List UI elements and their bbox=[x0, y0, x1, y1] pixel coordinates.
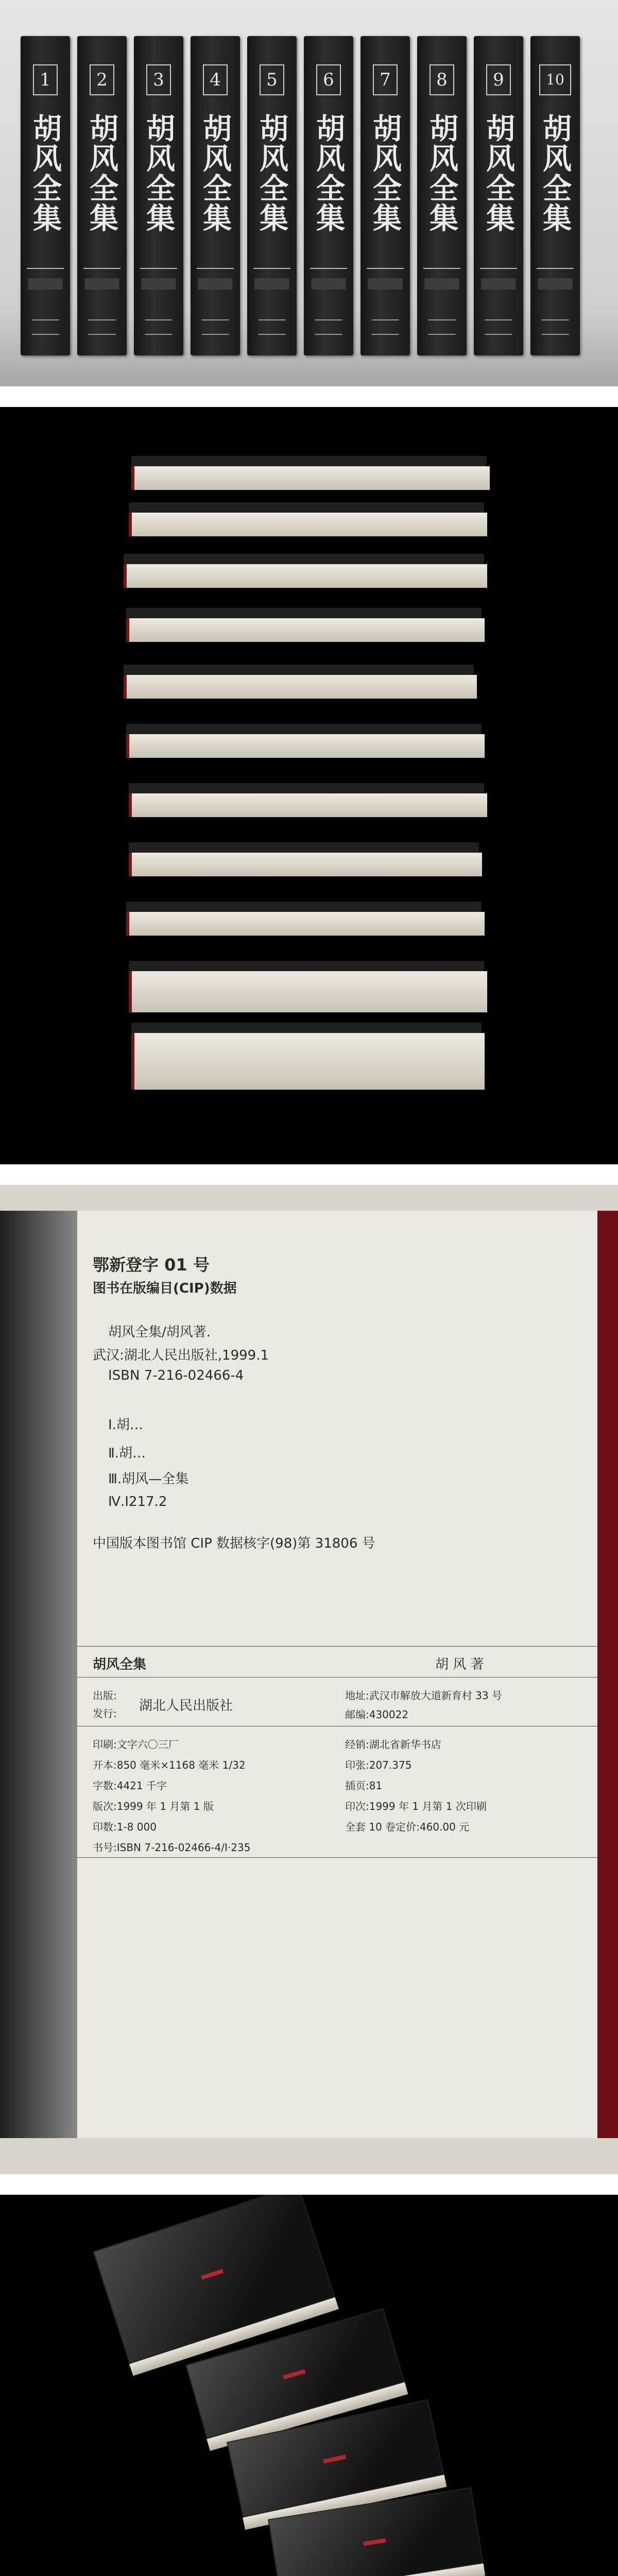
spine-rule bbox=[83, 268, 121, 269]
cip-line: 胡风全集/胡风著. bbox=[108, 1325, 211, 1340]
spine-title: 胡风全集 bbox=[142, 113, 176, 233]
author: 胡 风 著 bbox=[435, 1657, 484, 1672]
spine-rule bbox=[253, 268, 291, 269]
book-spine bbox=[417, 36, 467, 355]
print-info: 印刷:文字六〇三厂 bbox=[93, 1738, 179, 1751]
cip-record: 中国版本图书馆 CIP 数据核字(98)第 31806 号 bbox=[93, 1536, 375, 1551]
print-info: 印数:1-8 000 bbox=[93, 1821, 157, 1833]
postcode: 邮编:430022 bbox=[345, 1708, 409, 1721]
cip-heading: 图书在版编目(CIP)数据 bbox=[93, 1281, 237, 1296]
copyright-page-photo bbox=[0, 1185, 618, 2174]
spine-title: 胡风全集 bbox=[28, 113, 62, 233]
spine-rule bbox=[140, 268, 178, 269]
stacked-books-photo bbox=[0, 407, 618, 1164]
stacked-book bbox=[124, 554, 484, 588]
spine-title: 胡风全集 bbox=[482, 113, 516, 233]
print-info: 字数:4421 千字 bbox=[93, 1780, 167, 1792]
book-spine bbox=[360, 36, 410, 355]
book-spine bbox=[530, 36, 580, 355]
print-info: 开本:850 毫米×1168 毫米 1/32 bbox=[93, 1759, 246, 1771]
publisher-mark bbox=[315, 319, 342, 335]
publisher-mark bbox=[89, 319, 116, 335]
stacked-book bbox=[124, 665, 474, 699]
print-info: 印张:207.375 bbox=[345, 1759, 412, 1771]
stacked-book bbox=[126, 724, 482, 758]
volume-number: 8 bbox=[430, 64, 454, 95]
cip-line: Ⅳ.I217.2 bbox=[108, 1494, 167, 1510]
stacked-book bbox=[129, 783, 484, 817]
stacked-book bbox=[129, 842, 479, 876]
spine-title: 胡风全集 bbox=[312, 113, 346, 233]
book-spine bbox=[134, 36, 183, 355]
cip-line: Ⅱ.胡… bbox=[108, 1446, 146, 1461]
book-spine bbox=[191, 36, 240, 355]
book-spine bbox=[21, 36, 70, 355]
spine-label-plate bbox=[254, 278, 289, 290]
spine-rule bbox=[27, 268, 64, 269]
spine-label-plate bbox=[28, 278, 62, 290]
print-info: 经销:湖北省新华书店 bbox=[345, 1738, 441, 1751]
publisher-mark bbox=[372, 319, 399, 335]
spine-label-plate bbox=[538, 278, 572, 290]
book-spine bbox=[474, 36, 523, 355]
spine-label-plate bbox=[481, 278, 516, 290]
print-info: 书号:ISBN 7-216-02466-4/I·235 bbox=[93, 1841, 251, 1854]
publisher-mark bbox=[485, 319, 512, 335]
spine-title: 胡风全集 bbox=[425, 113, 459, 233]
volume-number: 9 bbox=[486, 64, 511, 95]
publisher-label: 出版: bbox=[93, 1689, 117, 1702]
fanned-books-photo bbox=[0, 2195, 618, 2576]
volume-number: 6 bbox=[316, 64, 341, 95]
spines-photo bbox=[0, 0, 618, 386]
print-info: 印次:1999 年 1 月第 1 次印刷 bbox=[345, 1800, 487, 1812]
print-info: 全套 10 卷定价:460.00 元 bbox=[345, 1821, 470, 1833]
spine-title: 胡风全集 bbox=[538, 113, 572, 233]
volume-number: 1 bbox=[33, 64, 58, 95]
volume-number: 5 bbox=[260, 64, 284, 95]
volume-number: 4 bbox=[203, 64, 228, 95]
publisher-mark bbox=[202, 319, 229, 335]
spine-rule bbox=[197, 268, 234, 269]
publisher-name: 湖北人民出版社 bbox=[139, 1698, 233, 1714]
distributor-label: 发行: bbox=[93, 1707, 117, 1720]
book-spine bbox=[77, 36, 127, 355]
publisher-mark bbox=[428, 319, 456, 335]
stacked-book bbox=[129, 961, 484, 1012]
spine-row bbox=[21, 36, 597, 355]
spine-rule bbox=[310, 268, 348, 269]
copyright-page bbox=[77, 1211, 597, 2138]
stacked-book bbox=[131, 1023, 482, 1090]
book-spine bbox=[247, 36, 297, 355]
cip-line: Ⅲ.胡风—全集 bbox=[108, 1471, 189, 1487]
spine-title: 胡风全集 bbox=[85, 113, 119, 233]
cip-line: 武汉:湖北人民出版社,1999.1 bbox=[93, 1348, 269, 1363]
stacked-book bbox=[131, 456, 487, 490]
volume-number: 2 bbox=[90, 64, 114, 95]
spine-label-plate bbox=[424, 278, 459, 290]
publisher-mark bbox=[542, 319, 569, 335]
spine-rule bbox=[367, 268, 404, 269]
spine-label-plate bbox=[141, 278, 176, 290]
spine-title: 胡风全集 bbox=[368, 113, 402, 233]
spine-label-plate bbox=[368, 278, 402, 290]
cip-line: Ⅰ.胡… bbox=[108, 1417, 143, 1433]
spine-label-plate bbox=[311, 278, 346, 290]
publisher-mark bbox=[259, 319, 286, 335]
stacked-book bbox=[126, 608, 482, 642]
print-info: 版次:1999 年 1 月第 1 版 bbox=[93, 1800, 214, 1812]
spine-rule bbox=[480, 268, 518, 269]
publisher-address: 地址:武汉市解放大道新育村 33 号 bbox=[345, 1689, 502, 1702]
volume-number: 10 bbox=[539, 64, 571, 95]
print-info: 插页:81 bbox=[345, 1780, 383, 1792]
registration-number: 鄂新登字 01 号 bbox=[93, 1255, 210, 1275]
volume-number: 3 bbox=[146, 64, 171, 95]
stacked-book bbox=[126, 902, 482, 936]
spine-rule bbox=[423, 268, 461, 269]
stacked-book bbox=[129, 502, 484, 536]
publisher-mark bbox=[32, 319, 59, 335]
spine-rule bbox=[537, 268, 574, 269]
book-title: 胡风全集 bbox=[93, 1657, 147, 1672]
spine-title: 胡风全集 bbox=[255, 113, 289, 233]
spine-label-plate bbox=[198, 278, 232, 290]
cip-line: ISBN 7-216-02466-4 bbox=[108, 1368, 244, 1383]
volume-number: 7 bbox=[373, 64, 398, 95]
spine-title: 胡风全集 bbox=[198, 113, 232, 233]
book-spine bbox=[304, 36, 353, 355]
spine-label-plate bbox=[84, 278, 119, 290]
publisher-mark bbox=[145, 319, 173, 335]
